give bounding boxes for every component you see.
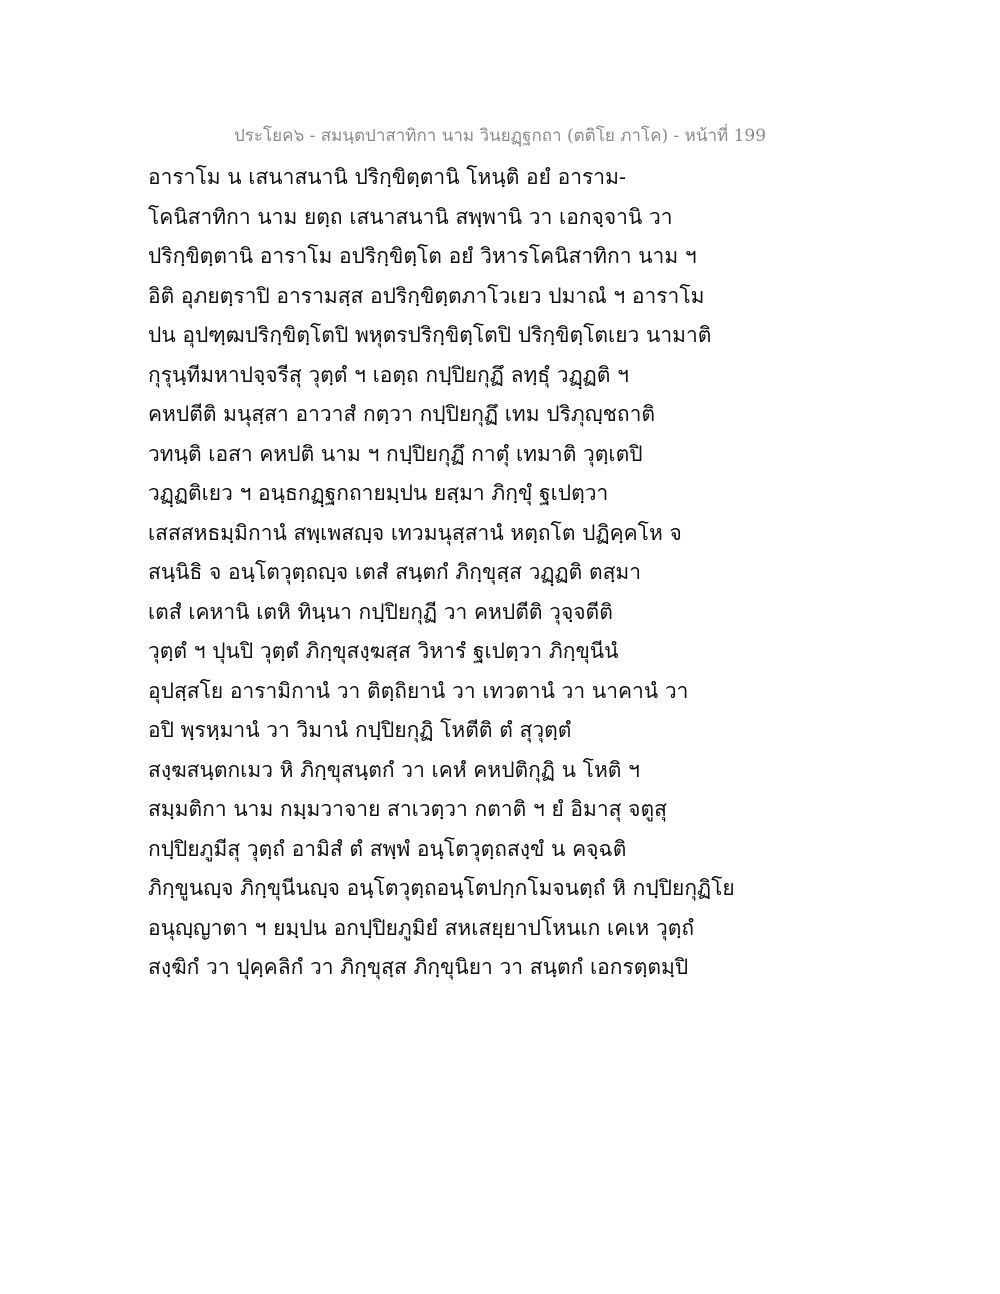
text-line: สงฺฆิกํ วา ปุคฺคลิกํ วา ภิกฺขุสฺส ภิกฺขุนิยา วา สนฺตกํ เอกรตฺตมฺปิ (148, 955, 689, 979)
page-header: ประโยค๖ - สมนฺตปาสาทิกา นาม วินยฏฺฐกถา (ตติโย ภาโค) - หน้าที่ 199 (233, 126, 767, 146)
text-line: อาราโม น เสนาสนานิ ปริกฺขิตฺตานิ โหนฺติ อยํ อาราม- (148, 165, 627, 189)
text-line: วฏฺฏติเยว ฯ อนฺธกฏฺฐกถายมฺปน ยสฺมา ภิกฺขุํ ฐเปตฺวา (148, 481, 609, 505)
text-line: ภิกฺขูนญฺจ ภิกฺขุนีนญฺจ อนฺโตวุตฺถอนฺโตปกฺกโมจนตฺถํ หิ กปฺปิยกุฏิโย (148, 876, 735, 900)
text-line: กุรุนฺทีมหาปจฺจรีสุ วุตฺตํ ฯ เอตฺถ กปฺปิยกุฏึ ลทฺธุํ วฏฺฏติ ฯ (148, 362, 629, 387)
text-line: โคนิสาทิกา นาม ยตฺถ เสนาสนานิ สพฺพานิ วา เอกจฺจานิ วา (148, 204, 673, 229)
text-line: เตสํ เคหานิ เตหิ ทินฺนา กปฺปิยกุฏี วา คหปตีติ วุจฺจตีติ (148, 599, 613, 624)
text-line: คหปตีติ มนุสฺสา อาวาสํ กตฺวา กปฺปิยกุฏึ เทม ปริภุญฺชถาติ (148, 402, 656, 426)
text-line: วุตฺตํ ฯ ปุนปิ วุตฺตํ ภิกฺขุสงฺฆสฺส วิหารํ ฐเปตฺวา ภิกฺขุนีนํ (148, 639, 619, 663)
text-line: เสสสหธมฺมิกานํ สพฺเพสญฺจ เทวมนุสฺสานํ หตฺถโต ปฏิคฺคโห จ (148, 520, 682, 545)
text-line: อนุญฺญาตา ฯ ยมฺปน อกปฺปิยภูมิยํ สหเสยฺยาปโหนเก เคเห วุตฺถํ (148, 915, 695, 940)
text-line: สนฺนิธิ จ อนฺโตวุตฺถญฺจ เตสํ สนฺตกํ ภิกฺขุสฺส วฏฺฏติ ตสฺมา (148, 560, 642, 584)
text-line: สงฺฆสนฺตกเมว หิ ภิกฺขุสนฺตกํ วา เคหํ คหปติกุฏิ น โหติ ฯ (148, 757, 640, 782)
text-line: สมฺมติกา นาม กมฺมวาจาย สาเวตฺวา กตาติ ฯ ยํ อิมาสุ จตูสุ (148, 797, 667, 821)
text-line: ปน อุปฑฺฒปริกฺขิตฺโตปิ พหุตรปริกฺขิตฺโตปิ ปริกฺขิตฺโตเยว นามาติ (148, 323, 712, 347)
text-line: อิติ อุภยตฺราปิ อารามสฺส อปริกฺขิตฺตภาโวเยว ปมาณํ ฯ อาราโม (148, 283, 705, 308)
text-line: อปิ พฺรหฺมานํ วา วิมานํ กปฺปิยกุฏิ โหตีติ ตํ สุวุตฺตํ (148, 718, 572, 742)
text-line: วทนฺติ เอสา คหปติ นาม ฯ กปฺปิยกุฏึ กาตุํ เทมาติ วุตฺเตปิ (148, 441, 643, 466)
text-line: ปริกฺขิตฺตานิ อาราโม อปริกฺขิตฺโต อยํ วิหารโคนิสาทิกา นาม ฯ (148, 244, 697, 268)
text-line: อุปสฺสโย อารามิกานํ วา ติตฺถิยานํ วา เทวตานํ วา นาคานํ วา (148, 678, 689, 703)
text-line: กปฺปิยภูมีสุ วุตฺถํ อามิสํ ตํ สพฺพํ อนฺโตวุตฺถสงฺขํ น คจฺฉติ (148, 836, 627, 861)
body-text (148, 158, 868, 988)
